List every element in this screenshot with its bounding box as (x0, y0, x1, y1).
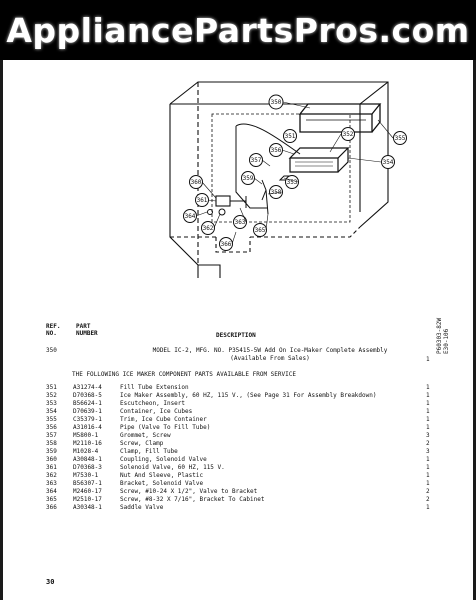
svg-text:355: 355 (394, 135, 406, 142)
row-ref: 363 (46, 480, 57, 487)
row-ref: 351 (46, 384, 57, 391)
callout-357 (250, 154, 263, 167)
row-part-number: A30848-1 (73, 456, 102, 463)
callout-356 (270, 144, 283, 157)
row-ref: 355 (46, 416, 57, 423)
table-row (46, 392, 436, 400)
callout-351 (284, 130, 297, 143)
scan-edge-left (0, 60, 3, 600)
svg-text:356: 356 (270, 147, 282, 154)
callout-353 (286, 176, 299, 189)
header-ref-no: REF. NO. (46, 323, 61, 337)
row-part-number: A30348-1 (73, 504, 102, 511)
row-qty: 1 (426, 400, 430, 407)
svg-text:361: 361 (196, 197, 208, 204)
row-part-number: C35379-1 (73, 416, 102, 423)
exploded-diagram (150, 62, 440, 280)
row-description: Escutcheon, Insert (120, 400, 186, 407)
row-ref: 360 (46, 456, 57, 463)
row-part-number: A31016-4 (73, 424, 102, 431)
row-ref: 361 (46, 464, 57, 471)
row-part-number: A31274-4 (73, 384, 102, 391)
svg-text:360: 360 (190, 179, 202, 186)
svg-text:362: 362 (202, 225, 214, 232)
row-ref: 365 (46, 496, 57, 503)
main-item-qty: 1 (426, 356, 430, 363)
section-note: THE FOLLOWING ICE MAKER COMPONENT PARTS AVAILABLE FROM SERVICE (72, 371, 296, 378)
table-row (46, 432, 436, 440)
main-item-ref: 350 (46, 347, 57, 354)
row-ref: 362 (46, 472, 57, 479)
row-part-number: B56307-1 (73, 480, 102, 487)
row-description: Nut And Sleeve, Plastic (120, 472, 204, 479)
row-qty: 1 (426, 392, 430, 399)
site-title: AppliancePartsPros.com (6, 10, 470, 50)
row-description: Pipe (Valve To Fill Tube) (120, 424, 211, 431)
row-qty: 3 (426, 432, 430, 439)
row-ref: 366 (46, 504, 57, 511)
row-qty: 1 (426, 408, 430, 415)
header-part-number: PART NUMBER (76, 323, 98, 337)
row-qty: 1 (426, 456, 430, 463)
callout-365 (254, 224, 267, 237)
row-qty: 2 (426, 496, 430, 503)
table-row (46, 464, 436, 472)
row-qty: 2 (426, 488, 430, 495)
row-description: Saddle Valve (120, 504, 164, 511)
callout-354 (382, 156, 395, 169)
row-qty: 1 (426, 504, 430, 511)
row-description: Clamp, Fill Tube (120, 448, 178, 455)
row-ref: 364 (46, 488, 57, 495)
table-row (46, 504, 436, 512)
row-qty: 1 (426, 472, 430, 479)
callout-363 (234, 216, 247, 229)
row-description: Bracket, Solenoid Valve (120, 480, 204, 487)
row-description: Solenoid Valve, 60 HZ, 115 V. (120, 464, 225, 471)
callout-361 (196, 194, 209, 207)
main-item-description-line2: (Available From Sales) (230, 355, 310, 362)
row-qty: 1 (426, 424, 430, 431)
svg-text:354: 354 (382, 159, 394, 166)
callout-359 (242, 172, 255, 185)
row-ref: 356 (46, 424, 57, 431)
site-banner (0, 0, 476, 60)
main-item-description (120, 347, 420, 363)
row-part-number: D70639-1 (73, 408, 102, 415)
table-row (46, 384, 436, 392)
callout-364 (184, 210, 197, 223)
row-description: Screw, #10-24 X 1/2", Valve to Bracket (120, 488, 258, 495)
row-description: Container, Ice Cubes (120, 408, 193, 415)
table-row (46, 496, 436, 504)
row-description: Trim, Ice Cube Container (120, 416, 207, 423)
row-part-number: D70368-3 (73, 464, 102, 471)
callout-366 (220, 238, 233, 251)
row-qty: 1 (426, 480, 430, 487)
row-qty: 3 (426, 448, 430, 455)
row-part-number: M2110-16 (73, 440, 102, 447)
svg-text:359: 359 (242, 175, 254, 182)
table-row (46, 440, 436, 448)
callout-350 (269, 95, 283, 109)
svg-text:350: 350 (270, 99, 282, 106)
svg-text:366: 366 (220, 241, 232, 248)
table-row (46, 488, 436, 496)
row-ref: 359 (46, 448, 57, 455)
row-ref: 353 (46, 400, 57, 407)
svg-text:357: 357 (250, 157, 262, 164)
svg-text:352: 352 (342, 131, 354, 138)
svg-text:358: 358 (270, 189, 282, 196)
row-ref: 357 (46, 432, 57, 439)
svg-text:364: 364 (184, 213, 196, 220)
table-row (46, 424, 436, 432)
row-description: Ice Maker Assembly, 60 HZ, 115 V., (See Page 31 For Assembly Breakdown) (120, 392, 377, 399)
table-row (46, 472, 436, 480)
row-description: Fill Tube Extension (120, 384, 189, 391)
row-description: Coupling, Solenoid Valve (120, 456, 207, 463)
row-part-number: M2460-17 (73, 488, 102, 495)
side-document-code: P60303-82W E30-106 (436, 317, 450, 354)
table-row (46, 480, 436, 488)
row-part-number: M2510-17 (73, 496, 102, 503)
row-description: Screw, #8-32 X 7/16", Bracket To Cabinet (120, 496, 265, 503)
table-row (46, 448, 436, 456)
row-ref: 358 (46, 440, 57, 447)
row-ref: 354 (46, 408, 57, 415)
svg-text:365: 365 (254, 227, 266, 234)
row-part-number: M1028-4 (73, 448, 99, 455)
main-item-description-line1: MODEL IC-2, MFG. NO. P35415-5W Add On Ice-Maker Complete Assembly (152, 347, 388, 354)
row-qty: 1 (426, 416, 430, 423)
row-ref: 352 (46, 392, 57, 399)
row-qty: 1 (426, 464, 430, 471)
page-number: 30 (46, 578, 55, 586)
row-description: Screw, Clamp (120, 440, 164, 447)
row-part-number: D70368-5 (73, 392, 102, 399)
row-part-number: M5800-1 (73, 432, 99, 439)
row-qty: 1 (426, 384, 430, 391)
table-row (46, 416, 436, 424)
row-part-number: B56624-1 (73, 400, 102, 407)
table-row (46, 408, 436, 416)
row-part-number: M7530-1 (73, 472, 99, 479)
svg-text:363: 363 (234, 219, 246, 226)
callout-362 (202, 222, 215, 235)
row-qty: 2 (426, 440, 430, 447)
callout-352 (342, 128, 355, 141)
callout-355 (394, 132, 407, 145)
row-description: Grommet, Screw (120, 432, 171, 439)
svg-text:353: 353 (286, 179, 298, 186)
callout-360 (190, 176, 203, 189)
table-row (46, 456, 436, 464)
table-row (46, 400, 436, 408)
svg-text:351: 351 (284, 133, 296, 140)
header-description: DESCRIPTION (216, 332, 256, 339)
